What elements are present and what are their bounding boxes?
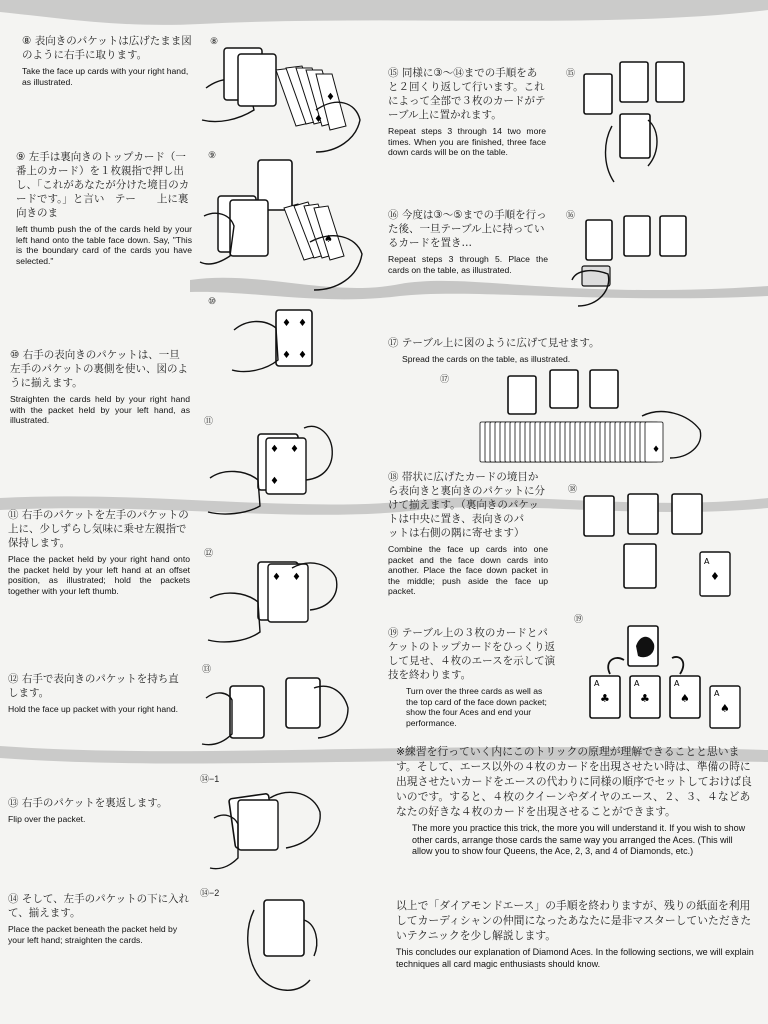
step-19 bbox=[388, 626, 556, 728]
figure-label-15: ⑮ bbox=[566, 68, 576, 78]
step-17 bbox=[388, 336, 618, 365]
svg-text:♦: ♦ bbox=[290, 444, 299, 455]
step-12-en: Hold the face up packet with your right hand. bbox=[8, 704, 179, 714]
step-15-jp: ⑮ 同様に③〜⑭までの手順をあと２回くり返して行います。これによって全部で３枚のカードがテーブル上に置かれます。 bbox=[388, 67, 546, 121]
conclusion-note-en: This concludes our explanation of Diamond Aces. In the following sections, we will explain techniques all card magic enthusiasts should know. bbox=[396, 947, 754, 969]
spread-card bbox=[645, 422, 663, 462]
svg-text:A: A bbox=[594, 679, 600, 688]
svg-text:A: A bbox=[714, 689, 720, 698]
step-15 bbox=[388, 66, 546, 158]
illustration-9 bbox=[200, 156, 370, 296]
figure-label-16: ⑯ bbox=[566, 210, 576, 220]
step-8-en: Take the face up cards with your right hand, as illustrated. bbox=[22, 66, 189, 87]
illustration-18 bbox=[580, 488, 750, 608]
figure-label-17: ⑰ bbox=[440, 374, 450, 384]
step-19-en: Turn over the three cards as well as the top card of the face down packet; show the four Aces and end your performance. bbox=[406, 686, 547, 728]
step-19-jp: ⑲ テーブル上の３枚のカードとパケットのトップカードをひっくり返して見せ、４枚のエースを示して演技を終わります。 bbox=[388, 627, 556, 681]
figure-label-14-2: ⑭−2 bbox=[200, 888, 220, 898]
step-16 bbox=[388, 208, 548, 275]
illustration-17 bbox=[474, 366, 714, 476]
svg-text:♦: ♦ bbox=[314, 114, 323, 125]
conclusion-note bbox=[396, 898, 754, 970]
step-12-jp: ⑫ 右手で表向きのパケットを持ち直します。 bbox=[8, 673, 179, 699]
illustration-15 bbox=[578, 56, 748, 186]
step-14-jp: ⑭ そして、左手のパケットの下に入れて、揃えます。 bbox=[8, 893, 190, 919]
svg-text:A: A bbox=[674, 679, 680, 688]
practice-note bbox=[396, 744, 754, 858]
figure-label-11: ⑪ bbox=[204, 416, 214, 426]
step-13 bbox=[8, 796, 188, 825]
illustration-14-2 bbox=[240, 890, 330, 1000]
illustration-13 bbox=[202, 668, 352, 758]
figure-label-12: ⑫ bbox=[204, 548, 214, 558]
svg-text:A: A bbox=[634, 679, 640, 688]
svg-text:♦: ♦ bbox=[272, 572, 281, 583]
figure-label-18: ⑱ bbox=[568, 484, 578, 494]
svg-text:♦: ♦ bbox=[292, 572, 301, 583]
figure-label-14-1: ⑭−1 bbox=[200, 774, 220, 784]
conclusion-note-jp: 以上で「ダイアモンドエース」の手順を終わりますが、残りの紙面を利用してカーディシャンの仲間になったあなたに是非マスターしていただきたいテクニックを少し解説します。 bbox=[396, 899, 752, 942]
illustration-14-1 bbox=[210, 778, 340, 878]
step-13-jp: ⑬ 右手のパケットを裏返します。 bbox=[8, 797, 168, 809]
step-15-en: Repeat steps 3 through 14 two more times. When you are finished, three face down cards will be on the table. bbox=[388, 126, 546, 157]
step-8-jp: ⑧ 表向きのパケットは広げたまま図のように右手に取ります。 bbox=[22, 35, 192, 61]
step-9 bbox=[16, 150, 192, 266]
svg-text:♦: ♦ bbox=[298, 318, 307, 329]
svg-text:♦: ♦ bbox=[282, 318, 291, 329]
step-13-en: Flip over the packet. bbox=[8, 814, 86, 824]
step-10 bbox=[10, 348, 190, 426]
svg-text:♦: ♦ bbox=[298, 350, 307, 361]
step-16-jp: ⑯ 今度は③〜⑤までの手順を行った後、一旦テーブル上に持っているカードを置き… bbox=[388, 209, 547, 249]
svg-text:♦: ♦ bbox=[710, 570, 720, 583]
svg-text:♦: ♦ bbox=[270, 476, 279, 487]
figure-label-10: ⑩ bbox=[208, 296, 217, 306]
illustration-12 bbox=[206, 550, 346, 650]
step-14 bbox=[8, 892, 190, 945]
illustration-8 bbox=[196, 40, 366, 160]
svg-text:♠: ♠ bbox=[680, 692, 690, 705]
step-9-en: left thumb push the of the cards held by your left hand onto the table face down. Say, "This is the boundary card of the cards you have selected." bbox=[16, 224, 192, 266]
illustration-16 bbox=[568, 210, 748, 320]
svg-text:♦: ♦ bbox=[652, 445, 661, 455]
svg-text:♣: ♣ bbox=[640, 692, 650, 705]
step-10-jp: ⑩ 右手の表向きのパケットは、一旦左手のパケットの裏側を使い、図のように揃えます。 bbox=[10, 349, 188, 389]
illustration-10 bbox=[226, 300, 336, 380]
step-11-en: Place the packet held by your right hand onto the packet held by your left hand at an offset position, as illustrated; hold the packets together with your left thumb. bbox=[8, 554, 190, 596]
step-17-jp: ⑰ テーブル上に図のように広げて見せます。 bbox=[388, 337, 600, 349]
figure-label-19: ⑲ bbox=[574, 614, 584, 624]
step-17-en: Spread the cards on the table, as illustrated. bbox=[402, 354, 571, 364]
illustration-11 bbox=[206, 418, 346, 518]
svg-text:♠: ♠ bbox=[720, 702, 730, 715]
step-18-en: Combine the face up cards into one packet and the face down cards into another. Place the face down packet in the middle; push aside the face up packet. bbox=[388, 544, 548, 596]
step-11-jp: ⑪ 右手のパケットを左手のパケットの上に、少しずらし気味に乗せ左親指で保持します。 bbox=[8, 509, 189, 549]
step-8 bbox=[22, 34, 192, 87]
svg-text:♦: ♦ bbox=[326, 92, 335, 103]
step-9-jp: ⑨ 左手は裏向きのトップカード（一番上のカード）を１枚親指で押し出し、「これがあなたが分けた境目のカードです。」と言い テー 上に裏向きのま bbox=[16, 151, 190, 219]
step-14-en: Place the packet beneath the packet held by your left hand; straighten the cards. bbox=[8, 924, 178, 945]
svg-text:A: A bbox=[704, 557, 710, 566]
practice-note-en: The more you practice this trick, the more you will understand it. If you wish to show other cards, arrange those cards the same way you arranged the Aces. (This will allow you to show four Queens, the Ace, 2, 3, and 4 of Diamonds, etc.) bbox=[412, 823, 746, 856]
svg-text:♠: ♠ bbox=[324, 234, 333, 245]
step-18 bbox=[388, 470, 548, 597]
step-16-en: Repeat steps 3 through 5. Place the cards on the table, as illustrated. bbox=[388, 254, 548, 275]
figure-label-13: ⑬ bbox=[202, 664, 212, 674]
svg-text:♣: ♣ bbox=[600, 692, 610, 705]
svg-text:♦: ♦ bbox=[282, 350, 291, 361]
step-10-en: Straighten the cards held by your right hand with the packet held by your left hand, as illustrated. bbox=[10, 394, 190, 425]
figure-label-9: ⑨ bbox=[208, 150, 217, 160]
figure-label-8: ⑧ bbox=[210, 36, 219, 46]
step-12 bbox=[8, 672, 188, 715]
svg-text:♦: ♦ bbox=[270, 444, 279, 455]
step-18-jp: ⑱ 帯状に広げたカードの境目から表向きと裏向きのパケットに分けて揃えます。（裏向きのパケットは中央に置き、表向きのパ ットは右側の隅に寄せます） bbox=[388, 471, 546, 539]
illustration-19 bbox=[584, 620, 754, 740]
practice-note-jp: ※練習を行っていく内にこのトリックの原理が理解できることと思います。そして、エース以外の４枚のカードを出現させたい時は、準備の時に出現させたいカードをエースの代わりに同様の順序でセットしておけば良いのです。すると、４枚のクイーンやダイヤのエース、２、３、４などあなたの好きな４枚のカードを出現させることができます。 bbox=[396, 745, 752, 818]
step-11 bbox=[8, 508, 190, 596]
